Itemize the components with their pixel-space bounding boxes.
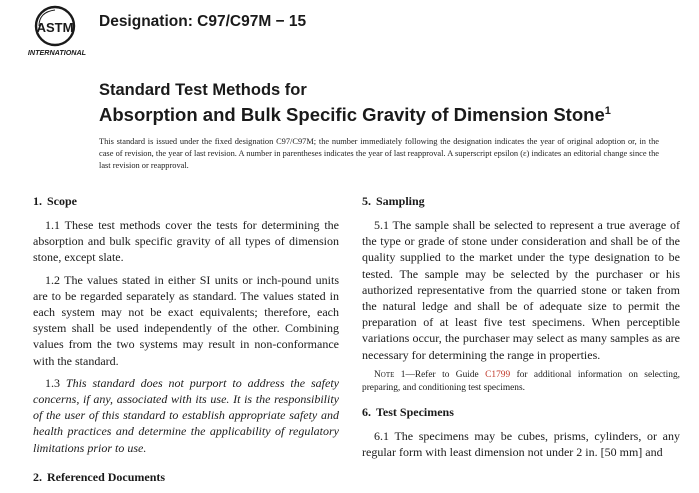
section-number: 2. <box>33 469 42 484</box>
section-title: Sampling <box>376 194 425 208</box>
note-1 <box>362 369 680 395</box>
section-number: 1. <box>33 194 42 208</box>
paragraph-1-3 <box>33 375 339 456</box>
note-label: Note 1 <box>374 369 406 380</box>
guide-c1799-link[interactable]: C1799 <box>485 369 511 380</box>
section-referenced-documents-heading <box>33 470 339 485</box>
title-line-2 <box>99 100 679 126</box>
note-text-pre: —Refer to Guide <box>405 369 486 380</box>
designation-label: Designation: C97/C97M − 15 <box>99 13 307 30</box>
logo-subtext: INTERNATIONAL <box>27 48 87 57</box>
section-sampling-heading <box>362 194 680 209</box>
title-footnote-marker: 1 <box>604 105 611 117</box>
document-title <box>99 80 679 126</box>
title-line-2-text: Absorption and Bulk Specific Gravity of Dimension Stone <box>99 104 605 125</box>
section-scope-heading <box>33 194 339 209</box>
title-line-1: Standard Test Methods for <box>99 81 307 99</box>
paragraph-5-1: 5.1 The sample shall be selected to represent a true average of the type or grade of stone under consideration and shall be of the quality supplied to the market under the type designation to be tested. The sample may be selected by the purchaser or his authorized representative from the quarried stone or taken from the natural ledge and shall be of adequate size to permit the preparation of at least five test specimens. When perceptible variations occur, the purchaser may select as many samples as are necessary for determining the range in properties. <box>362 218 680 362</box>
section-number: 5. <box>362 194 371 208</box>
section-number: 6. <box>362 404 371 419</box>
safety-statement: This standard does not purport to address the safety concerns, if any, associated with its use. It is the responsibility of the user of this standard to establish appropriate safety and health practices and determine the applicability of regulatory limitations prior to use. <box>33 375 339 455</box>
section-title: Test Specimens <box>376 404 454 419</box>
note-text-post: for additional information on selecting, preparing, and conditioning test specimens. <box>362 369 680 393</box>
paragraph-number: 1.3 <box>45 375 66 390</box>
paragraph-1-1: 1.1 These test methods cover the tests for determining the absorption and bulk specific gravity of all types of dimension stone, except slate. <box>33 218 339 265</box>
section-title: Scope <box>47 194 77 208</box>
astm-logo <box>27 4 91 60</box>
logo-text: ASTM <box>36 20 74 35</box>
right-column <box>362 194 680 466</box>
left-column <box>33 194 339 493</box>
paragraph-1-2: 1.2 The values stated in either SI units or inch-pound units are to be regarded separately as standard. The values stated in each system may not be exact equivalents; therefore, each system shall be used independently of the other. Combining values from the two systems may result in non-conformance with the standard. <box>33 272 339 368</box>
issue-statement: This standard is issued under the fixed designation C97/C97M; the number immediately following the designation indicates the year of original adoption or, in the case of revision, the year of last revision. A number in parentheses indicates the year of last reapproval. A superscript epsilon (ε) indicates an editorial change since the last revision or reapproval. <box>99 137 659 171</box>
section-test-specimens-heading <box>362 405 680 420</box>
paragraph-6-1: 6.1 The specimens may be cubes, prisms, cylinders, or any regular form with least dimension not under 2 in. [50 mm] and <box>362 428 680 460</box>
section-title: Referenced Documents <box>47 469 166 484</box>
